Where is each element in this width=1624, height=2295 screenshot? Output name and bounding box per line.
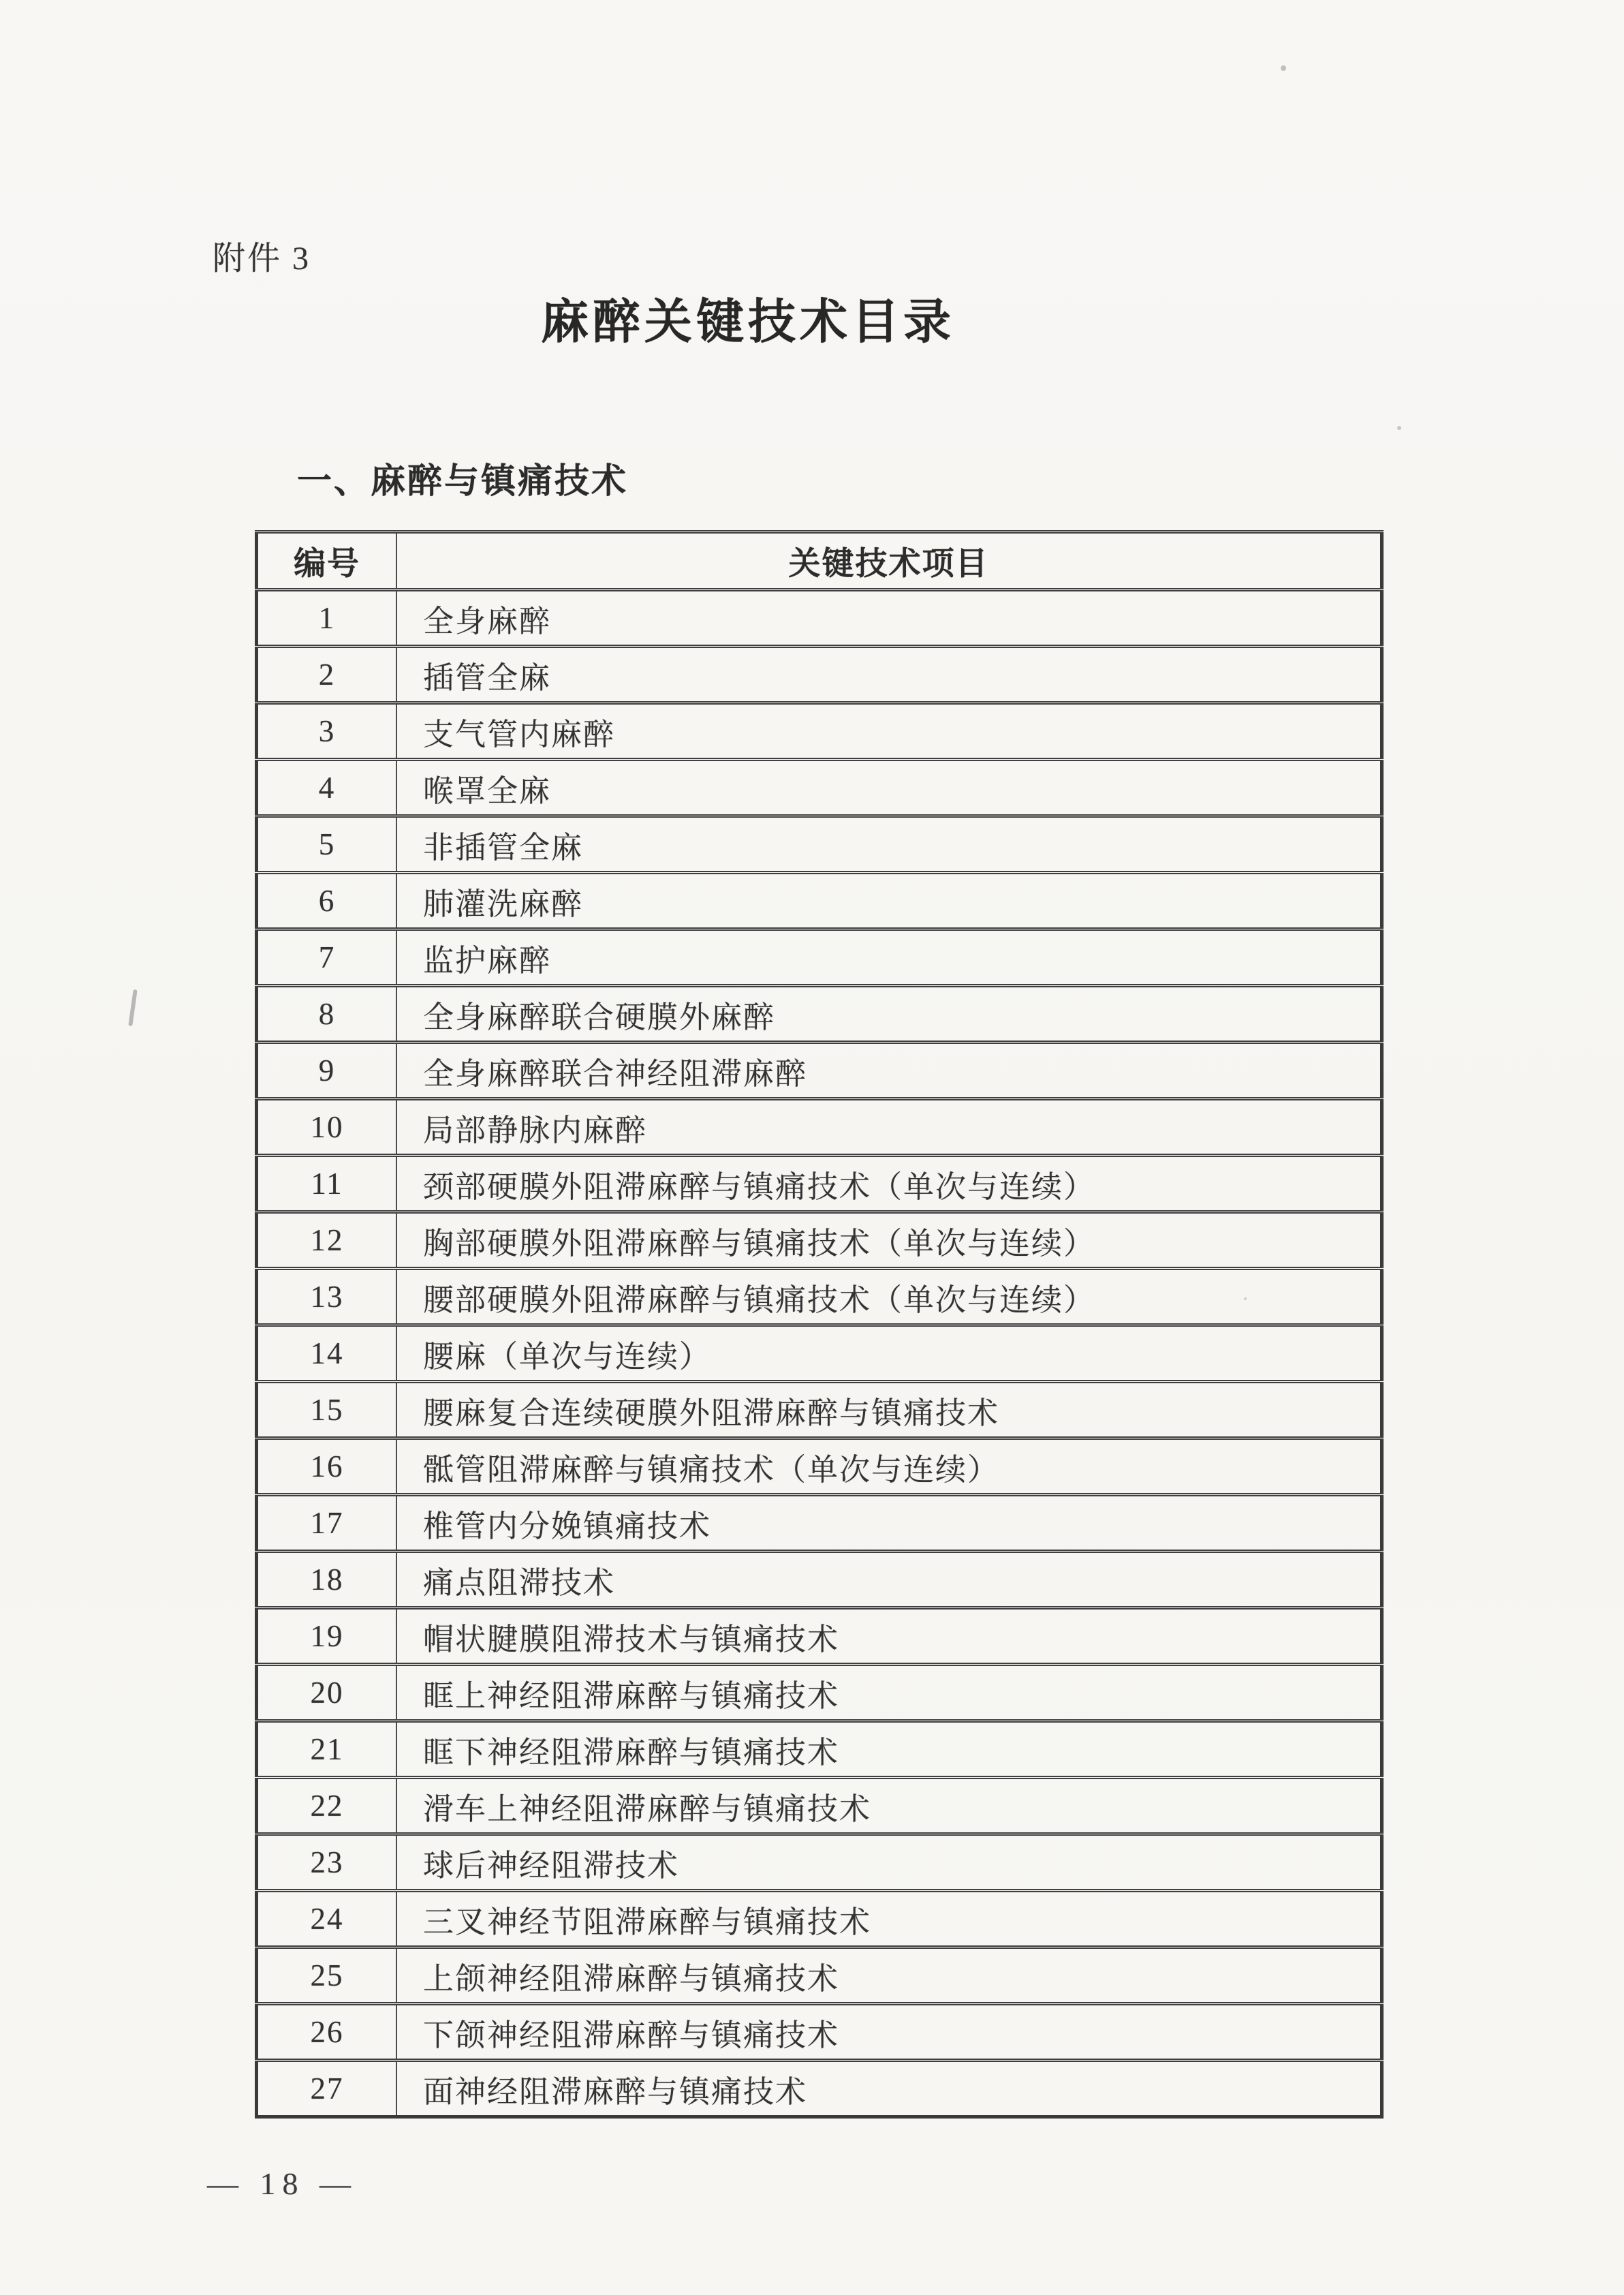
table-row bbox=[257, 1269, 1382, 1325]
table-row bbox=[257, 2061, 1382, 2117]
table-row bbox=[257, 1608, 1382, 1665]
header-item: 关键技术项目 bbox=[396, 532, 1382, 590]
row-number: 16 bbox=[257, 1438, 397, 1495]
row-item: 插管全麻 bbox=[396, 647, 1382, 703]
row-item: 局部静脉内麻醉 bbox=[396, 1099, 1382, 1156]
row-number: 25 bbox=[257, 1947, 397, 2004]
table-row bbox=[257, 1382, 1382, 1438]
attachment-label: 附件 3 bbox=[213, 241, 311, 277]
table-row bbox=[257, 647, 1382, 703]
table-row bbox=[257, 1947, 1382, 2004]
row-number: 22 bbox=[257, 1778, 397, 1834]
row-number: 23 bbox=[257, 1834, 397, 1891]
row-item: 全身麻醉联合神经阻滞麻醉 bbox=[396, 1043, 1382, 1099]
table-row bbox=[257, 1043, 1382, 1099]
row-item: 球后神经阻滞技术 bbox=[396, 1834, 1382, 1891]
row-item: 非插管全麻 bbox=[396, 816, 1382, 873]
table-row bbox=[257, 703, 1382, 760]
scan-artifact-mark bbox=[128, 989, 137, 1026]
row-item: 滑车上神经阻滞麻醉与镇痛技术 bbox=[396, 1778, 1382, 1834]
row-number: 20 bbox=[257, 1665, 397, 1721]
row-number: 6 bbox=[257, 873, 397, 929]
table-row bbox=[257, 929, 1382, 986]
row-number: 5 bbox=[257, 816, 397, 873]
table-row bbox=[257, 1721, 1382, 1778]
row-number: 13 bbox=[257, 1269, 397, 1325]
table-row bbox=[257, 1552, 1382, 1608]
row-number: 12 bbox=[257, 1212, 397, 1269]
row-number: 8 bbox=[257, 986, 397, 1043]
row-number: 4 bbox=[257, 760, 397, 816]
row-item: 椎管内分娩镇痛技术 bbox=[396, 1495, 1382, 1552]
row-number: 26 bbox=[257, 2004, 397, 2061]
row-number: 15 bbox=[257, 1382, 397, 1438]
table-row bbox=[257, 1099, 1382, 1156]
row-item: 帽状腱膜阻滞技术与镇痛技术 bbox=[396, 1608, 1382, 1665]
table-row bbox=[257, 1834, 1382, 1891]
row-item: 监护麻醉 bbox=[396, 929, 1382, 986]
row-item: 腰麻复合连续硬膜外阻滞麻醉与镇痛技术 bbox=[396, 1382, 1382, 1438]
row-number: 3 bbox=[257, 703, 397, 760]
table-row bbox=[257, 1495, 1382, 1552]
table-row bbox=[257, 760, 1382, 816]
row-item: 上颌神经阻滞麻醉与镇痛技术 bbox=[396, 1947, 1382, 2004]
row-item: 支气管内麻醉 bbox=[396, 703, 1382, 760]
table-row bbox=[257, 986, 1382, 1043]
row-item: 喉罩全麻 bbox=[396, 760, 1382, 816]
row-item: 面神经阻滞麻醉与镇痛技术 bbox=[396, 2061, 1382, 2117]
row-item: 三叉神经节阻滞麻醉与镇痛技术 bbox=[396, 1891, 1382, 1947]
row-number: 27 bbox=[257, 2061, 397, 2117]
row-item: 全身麻醉联合硬膜外麻醉 bbox=[396, 986, 1382, 1043]
row-item: 全身麻醉 bbox=[396, 590, 1382, 647]
table-row bbox=[257, 1891, 1382, 1947]
table-row bbox=[257, 873, 1382, 929]
row-item: 肺灌洗麻醉 bbox=[396, 873, 1382, 929]
table-row bbox=[257, 1665, 1382, 1721]
scan-artifact-dots bbox=[1281, 65, 1286, 71]
row-item: 腰部硬膜外阻滞麻醉与镇痛技术（单次与连续） bbox=[396, 1269, 1382, 1325]
row-number: 17 bbox=[257, 1495, 397, 1552]
row-number: 24 bbox=[257, 1891, 397, 1947]
row-item: 腰麻（单次与连续） bbox=[396, 1325, 1382, 1382]
row-number: 10 bbox=[257, 1099, 397, 1156]
row-item: 眶下神经阻滞麻醉与镇痛技术 bbox=[396, 1721, 1382, 1778]
row-number: 9 bbox=[257, 1043, 397, 1099]
page-title: 麻醉关键技术目录 bbox=[541, 296, 955, 349]
table-header-row bbox=[257, 532, 1382, 590]
row-number: 11 bbox=[257, 1156, 397, 1212]
row-item: 痛点阻滞技术 bbox=[396, 1552, 1382, 1608]
row-number: 19 bbox=[257, 1608, 397, 1665]
table-row bbox=[257, 816, 1382, 873]
page-number: — 18 — bbox=[207, 2166, 358, 2201]
key-technology-table bbox=[255, 530, 1384, 2119]
table-row bbox=[257, 1778, 1382, 1834]
table-row bbox=[257, 590, 1382, 647]
table-row bbox=[257, 1212, 1382, 1269]
row-item: 眶上神经阻滞麻醉与镇痛技术 bbox=[396, 1665, 1382, 1721]
section-heading: 一、麻醉与镇痛技术 bbox=[297, 463, 629, 501]
row-number: 1 bbox=[257, 590, 397, 647]
row-number: 7 bbox=[257, 929, 397, 986]
row-item: 颈部硬膜外阻滞麻醉与镇痛技术（单次与连续） bbox=[396, 1156, 1382, 1212]
table-row bbox=[257, 1325, 1382, 1382]
header-number: 编号 bbox=[257, 532, 397, 590]
row-number: 2 bbox=[257, 647, 397, 703]
table-row bbox=[257, 1156, 1382, 1212]
row-item: 胸部硬膜外阻滞麻醉与镇痛技术（单次与连续） bbox=[396, 1212, 1382, 1269]
row-item: 下颌神经阻滞麻醉与镇痛技术 bbox=[396, 2004, 1382, 2061]
row-item: 骶管阻滞麻醉与镇痛技术（单次与连续） bbox=[396, 1438, 1382, 1495]
table-row bbox=[257, 1438, 1382, 1495]
table-row bbox=[257, 2004, 1382, 2061]
row-number: 18 bbox=[257, 1552, 397, 1608]
row-number: 14 bbox=[257, 1325, 397, 1382]
row-number: 21 bbox=[257, 1721, 397, 1778]
